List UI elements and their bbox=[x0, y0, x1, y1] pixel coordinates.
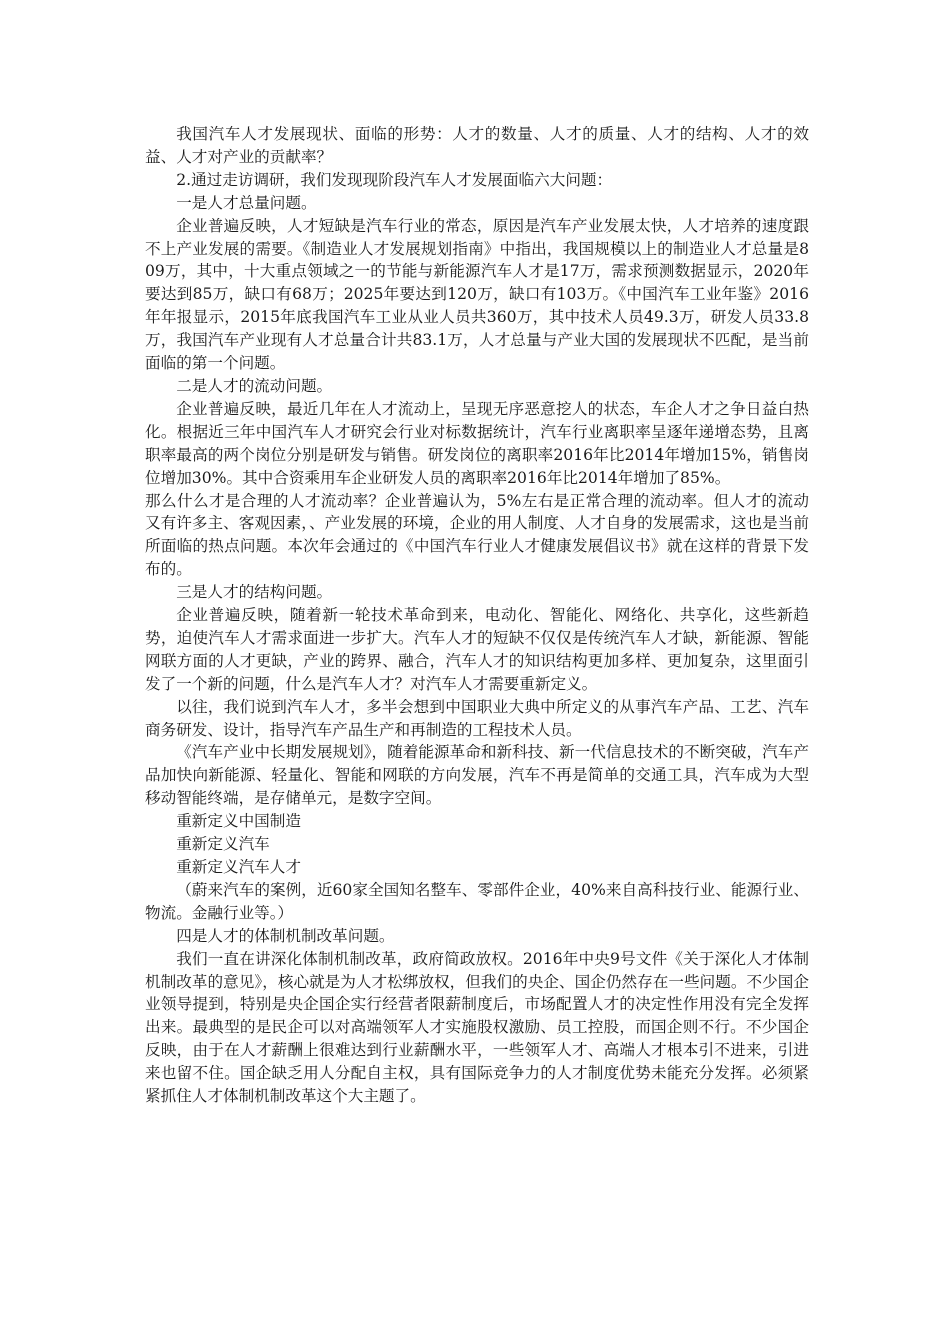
problems-overview-paragraph: 2.通过走访调研，我们发现现阶段汽车人才发展面临六大问题： bbox=[176, 170, 613, 189]
redefine-automobile: 重新定义汽车 bbox=[176, 835, 270, 854]
heading-talent-structure: 三是人才的结构问题。 bbox=[176, 583, 333, 602]
automotive-talent-definition-paragraph: 以往，我们说到汽车人才，多半会想到中国职业大典中所定义的从事汽车产品、工艺、汽车商务研发、设计，指导汽车产品生产和再制造的工程技术人员。 bbox=[145, 697, 809, 739]
talent-mobility-body: 企业普遍反映，最近几年在人才流动上，呈现无序恶意挖人的状态，车企人才之争日益白热化。根据近三年中国汽车人才研究会行业对标数据统计，汽车行业离职率呈逐年递增态势，且离职率最高的两个岗位分别是研发与销售。研发岗位的离职率2016年比2014年增加15%，销售岗位增加30%。其中合资乘用车企业研发人员的离职率2016年比2014年增加了85%。 bbox=[145, 399, 809, 487]
intro-paragraph: 我国汽车人才发展现状、面临的形势：人才的数量、人才的质量、人才的结构、人才的效益、人才对产业的贡献率？ bbox=[145, 125, 809, 166]
talent-structure-body: 企业普遍反映，随着新一轮技术革命到来，电动化、智能化、网络化、共享化，这些新趋势，迫使汽车人才需求面进一步扩大。汽车人才的短缺不仅仅是传统汽车人才缺，新能源、智能网联方面的人才更缺，产业的跨界、融合，汽车人才的知识结构更加多样、更加复杂，这里面引发了一个新的问题，什么是汽车人才？对汽车人才需要重新定义。 bbox=[145, 606, 809, 693]
nio-case-note: （蔚来汽车的案例，近60家全国知名整车、零部件企业，40%来自高科技行业、能源行业、物流。金融行业等。） bbox=[145, 880, 809, 922]
industry-plan-paragraph: 《汽车产业中长期发展规划》，随着能源革命和新科技、新一代信息技术的不断突破，汽车产品加快向新能源、轻量化、智能和网联的方向发展，汽车不再是简单的交通工具，汽车成为大型移动智能终端，是存储单元，是数字空间。 bbox=[145, 743, 809, 808]
system-reform-body: 我们一直在讲深化体制机制改革，政府简政放权。2016年中央9号文件《关于深化人才体制机制改革的意见》，核心就是为人才松绑放权，但我们的央企、国企仍然存在一些问题。不少国企业领导提到，特别是央企国企实行经营者限薪制度后，市场配置人才的决定性作用没有完全发挥出来。最典型的是民企可以对高端领军人才实施股权激励、员工控股，而国企则不行。不少国企反映，由于在人才薪酬上很难达到行业薪酬水平，一些领军人才、高端人才根本引不进来，引进来也留不住。国企缺乏用人分配自主权，具有国际竞争力的人才制度优势未能充分发挥。必须紧紧抓住人才体制机制改革这个大主题了。 bbox=[145, 949, 809, 1106]
heading-talent-mobility: 二是人才的流动问题。 bbox=[176, 376, 333, 395]
heading-system-reform: 四是人才的体制机制改革问题。 bbox=[176, 926, 395, 945]
heading-talent-quantity: 一是人才总量问题。 bbox=[176, 193, 317, 212]
talent-quantity-body: 企业普遍反映，人才短缺是汽车行业的常态，原因是汽车产业发展太快，人才培养的速度跟不上产业发展的需要。《制造业人才发展规划指南》中指出，我国规模以上的制造业人才总量是809万，其中，十大重点领域之一的节能与新能源汽车人才是17万，需求预测数据显示，2020年要达到85万，缺口有68万；2025年要达到120万，缺口有103万。《中国汽车工业年鉴》2016年年报显示，2015年底我国汽车工业从业人员共360万，其中技术人员49.3万，研发人员33.8万，我国汽车产业现有人才总量合计共83.1万，人才总量与产业大国的发展现状不匹配，是当前面临的第一个问题。 bbox=[145, 216, 809, 373]
talent-mobility-rate-paragraph: 那么什么才是合理的人才流动率？企业普遍认为，5%左右是正常合理的流动率。但人才的流动又有许多主、客观因素，、产业发展的环境，企业的用人制度、人才自身的发展需求，这也是当前所面临的热点问题。本次年会通过的《中国汽车行业人才健康发展倡议书》就在这样的背景下发布的。 bbox=[145, 491, 809, 579]
redefine-automotive-talent: 重新定义汽车人才 bbox=[176, 858, 301, 876]
document-page bbox=[145, 123, 809, 1108]
redefine-china-manufacturing: 重新定义中国制造 bbox=[176, 812, 301, 831]
